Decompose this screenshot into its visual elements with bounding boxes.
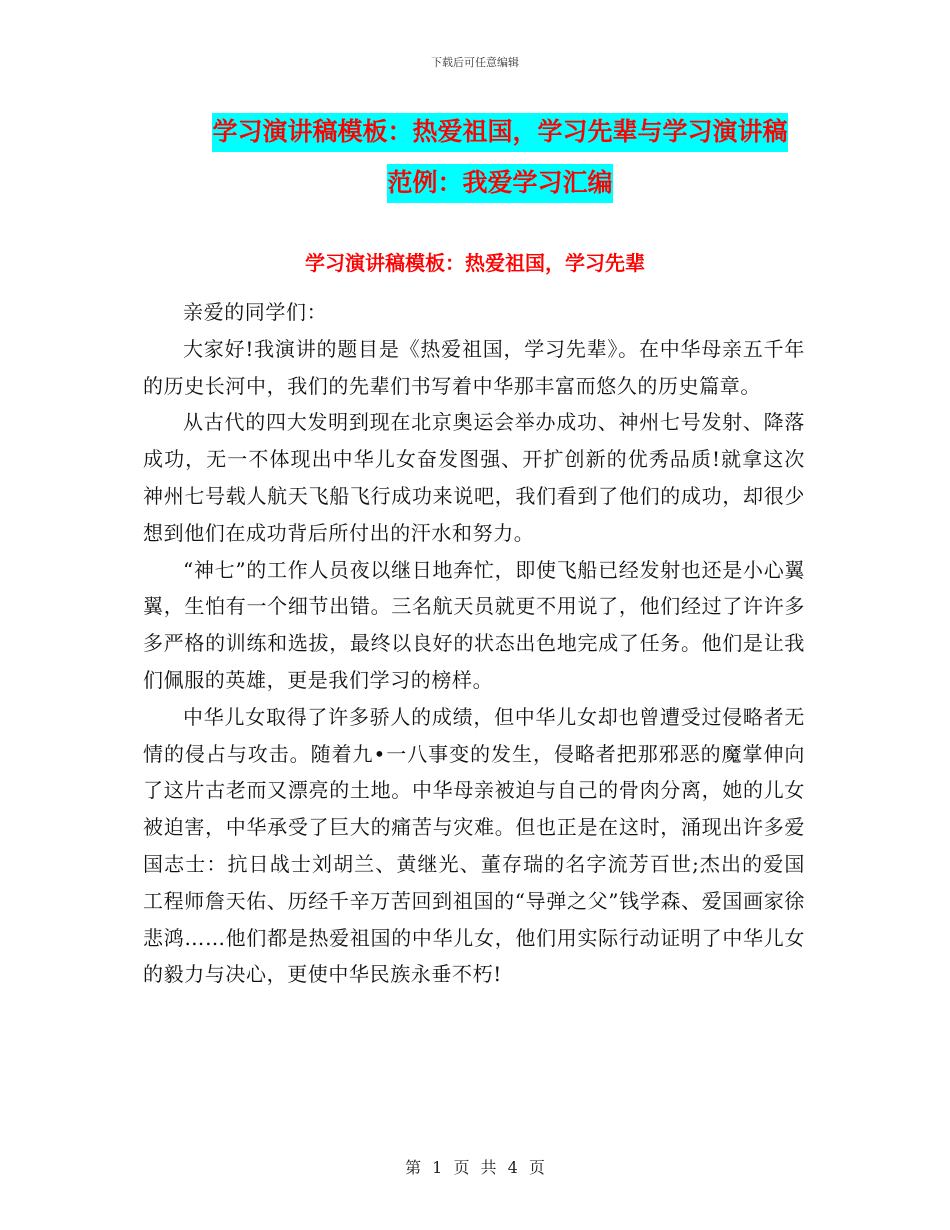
body-text: [143, 294, 805, 993]
page-number: 第 1 页 共 4 页: [405, 1158, 545, 1177]
section-heading: 学习演讲稿模板：热爱祖国，学习先辈: [305, 251, 645, 275]
paragraph: 中华儿女取得了许多骄人的成绩，但中华儿女却也曾遭受过侵略者无情的侵占与攻击。随着九•一八事变的发生，侵略者把那邪恶的魔掌伸向了这片古老而又漂亮的土地。中华母亲被迫与自己的骨肉分离，她的儿女被迫害，中华承受了巨大的痛苦与灾难。但也正是在这时，涌现出许多爱国志士：抗日战士刘胡兰、黄继光、董存瑞的名字流芳百世;杰出的爱国工程师詹天佑、历经千辛万苦回到祖国的“导弹之父”钱学森、爱国画家徐悲鸿……他们都是热爱祖国的中华儿女，他们用实际行动证明了中华儿女的毅力与决心，更使中华民族永垂不朽!: [143, 704, 805, 987]
paragraph-greeting: 亲爱的同学们：: [183, 300, 328, 324]
document-title: [140, 106, 860, 208]
paragraph: 从古代的四大发明到现在北京奥运会举办成功、神州七号发射、降落成功，无一不体现出中华儿女奋发图强、开扩创新的优秀品质!就拿这次神州七号载人航天飞船飞行成功来说吧，我们看到了他们的成功，却很少想到他们在成功背后所付出的汗水和努力。: [143, 410, 805, 545]
paragraph: “神七”的工作人员夜以继日地奔忙，即使飞船已经发射也还是小心翼翼，生怕有一个细节出错。三名航天员就更不用说了，他们经过了许许多多严格的训练和选拔，最终以良好的状态出色地完成了任务。他们是让我们佩服的英雄，更是我们学习的榜样。: [143, 557, 805, 692]
paragraph: 大家好!我演讲的题目是《热爱祖国，学习先辈》。在中华母亲五千年的历史长河中，我们的先辈们书写着中华那丰富而悠久的历史篇章。: [143, 336, 805, 398]
header-note: 下载后可任意编辑: [431, 56, 519, 69]
document-title-line-2: 范例：我爱学习汇编: [387, 164, 612, 203]
document-title-line-1: 学习演讲稿模板：热爱祖国，学习先辈与学习演讲稿: [212, 113, 787, 152]
